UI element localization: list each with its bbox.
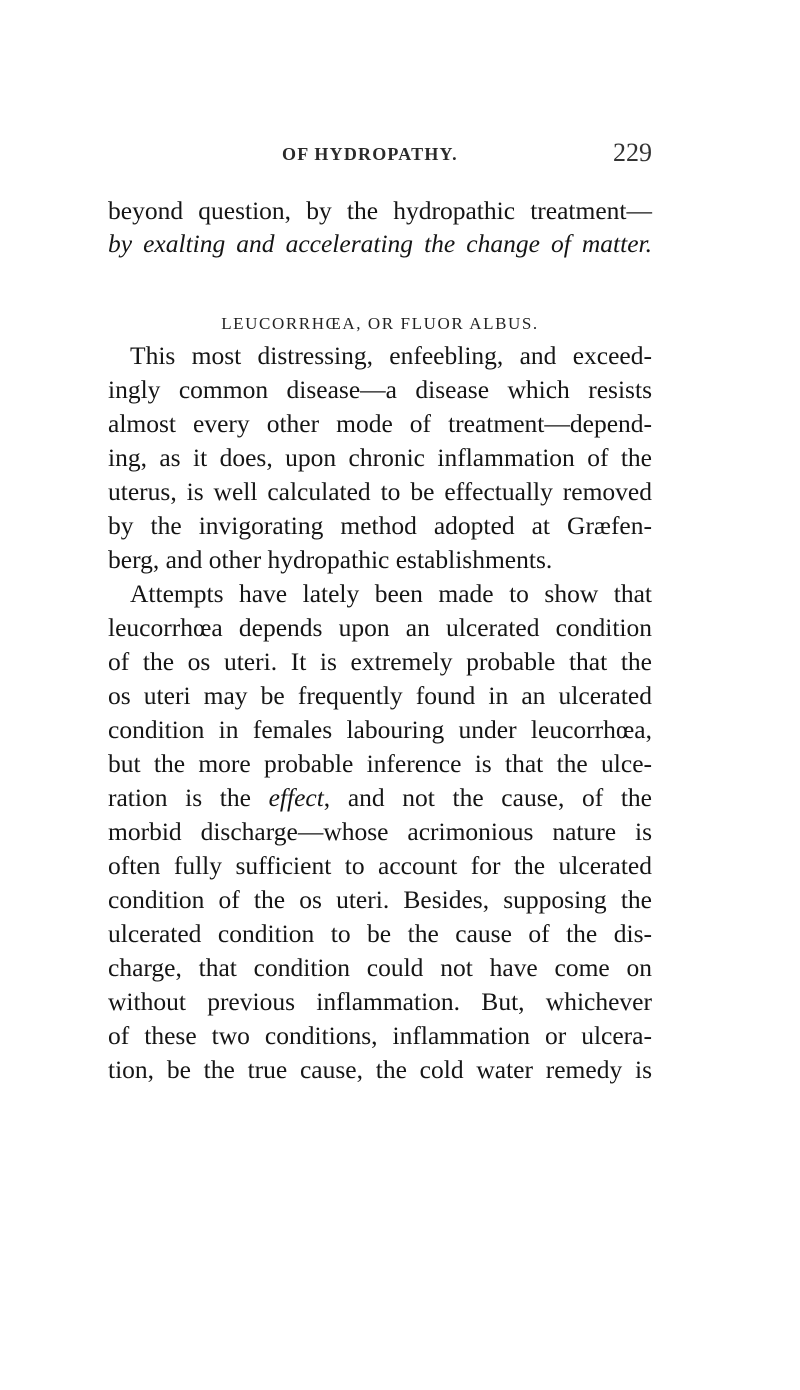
paragraph-line: but the more probable inference is that the ulce-: [108, 749, 652, 778]
paragraph-line: without previous inflammation. But, whichever: [108, 987, 652, 1016]
paragraph-line: almost every other mode of treatment—depend-: [108, 409, 652, 438]
paragraph-line: ingly common disease—a disease which resists: [108, 375, 652, 404]
paragraph-line: uterus, is well calculated to be effectually removed: [108, 477, 652, 506]
text-line-italic: by exalting and accelerating the change of matter.: [108, 229, 652, 258]
paragraph-line: of the os uteri. It is extremely probable that the: [108, 647, 652, 676]
text-fragment: ration is the: [108, 783, 269, 812]
paragraph-line: berg, and other hydropathic establishments.: [108, 545, 553, 574]
paragraph-line: ulcerated condition to be the cause of the dis-: [108, 919, 652, 948]
paragraph-line-with-emphasis: [108, 783, 652, 813]
paragraph-line: condition in females labouring under leucorrhœa,: [108, 715, 652, 744]
paragraph-line: charge, that condition could not have come on: [108, 953, 652, 982]
paragraph-line: by the invigorating method adopted at Græfen-: [108, 511, 652, 540]
paragraph-line: condition of the os uteri. Besides, supposing the: [108, 885, 652, 914]
paragraph-line: This most distressing, enfeebling, and exceed-: [130, 341, 652, 370]
paragraph-line: Attempts have lately been made to show that: [130, 579, 652, 608]
running-head: OF HYDROPATHY.: [282, 144, 458, 164]
paragraph-line: often fully sufficient to account for the ulcerated: [108, 851, 652, 880]
section-heading: LEUCORRHŒA, OR FLUOR ALBUS.: [221, 314, 539, 333]
paragraph-line: ing, as it does, upon chronic inflammation of the: [108, 443, 652, 472]
paragraph-line: of these two conditions, inflammation or ulcera-: [108, 1021, 652, 1050]
emphasis-effect: effect: [268, 783, 324, 812]
paragraph-line: os uteri may be frequently found in an ulcerated: [108, 681, 652, 710]
paragraph-line: leucorrhœa depends upon an ulcerated condition: [108, 613, 652, 642]
page-number: 229: [613, 138, 652, 167]
paragraph-line: tion, be the true cause, the cold water remedy is: [108, 1055, 652, 1084]
paragraph-line: morbid discharge—whose acrimonious nature is: [108, 817, 652, 846]
text-line: beyond question, by the hydropathic treatment—: [108, 196, 652, 225]
page-header: [108, 138, 652, 172]
text-fragment: , and not the cause, of the: [323, 783, 652, 812]
